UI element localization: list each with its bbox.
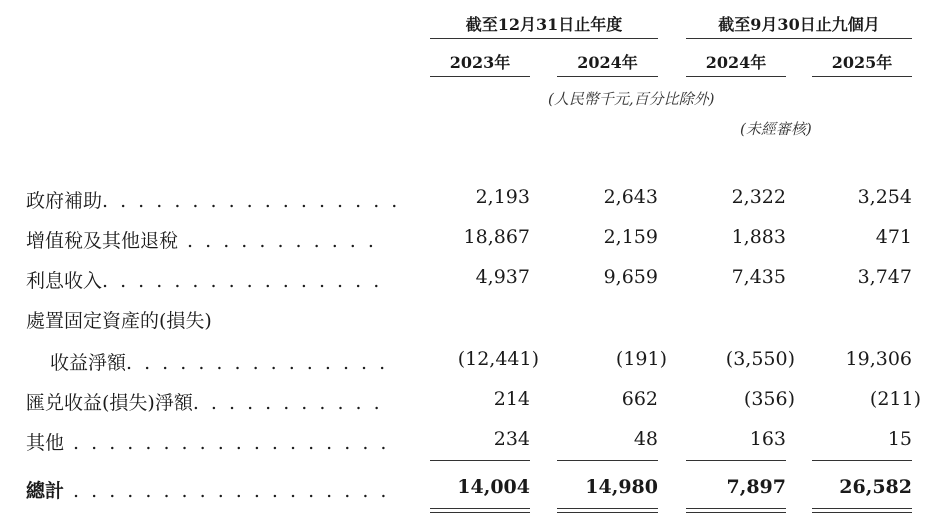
cell-value: 2,159 — [603, 226, 658, 248]
cell-value: (356) — [743, 388, 795, 410]
total-top-rule — [686, 460, 786, 461]
total-value: 14,004 — [457, 476, 530, 498]
year-header-1: 2023年 — [449, 53, 511, 72]
year-header-rule-1 — [430, 76, 530, 77]
row-label-fx-gains: 匯兑收益(損失)淨額. . . . . . . . . . . — [26, 392, 383, 414]
cell-value: 662 — [621, 388, 658, 410]
cell-value: 234 — [493, 428, 530, 450]
cell-value: 4,937 — [475, 266, 530, 288]
row-label-interest-income: 利息收入. . . . . . . . . . . . . . . . — [26, 270, 383, 292]
currency-note: (人民幣千元,百分比除外) — [548, 90, 715, 108]
cell-value: 18,867 — [463, 226, 530, 248]
total-double-rule — [557, 508, 658, 513]
total-value: 14,980 — [585, 476, 658, 498]
cell-value: 7,435 — [731, 266, 786, 288]
row-label-government-grants: 政府補助. . . . . . . . . . . . . . . . . — [26, 190, 401, 212]
cell-value: 48 — [633, 428, 658, 450]
cell-value: 471 — [875, 226, 912, 248]
total-top-rule — [430, 460, 530, 461]
total-top-rule — [812, 460, 912, 461]
unaudited-note: (未經審核) — [740, 120, 812, 138]
row-label-total: 總計 . . . . . . . . . . . . . . . . . . — [26, 480, 390, 502]
row-label-net-gains: 收益淨額. . . . . . . . . . . . . . . — [50, 352, 389, 374]
header-group-full-year: 截至12月31日止年度 — [465, 15, 623, 34]
cell-value: 163 — [749, 428, 786, 450]
year-header-4: 2025年 — [831, 53, 893, 72]
row-label-others: 其他 . . . . . . . . . . . . . . . . . . — [26, 432, 390, 454]
header-group-nine-months-rule — [686, 38, 912, 39]
row-label-vat-refunds: 增值稅及其他退稅 . . . . . . . . . . . — [26, 230, 377, 252]
total-double-rule — [430, 508, 530, 513]
cell-value: (3,550) — [725, 348, 795, 370]
cell-value: (191) — [615, 348, 667, 370]
header-group-nine-months: 截至9月30日止九個月 — [718, 15, 880, 34]
year-header-rule-2 — [557, 76, 658, 77]
total-double-rule — [812, 508, 912, 513]
year-header-rule-3 — [686, 76, 786, 77]
total-value: 26,582 — [839, 476, 912, 498]
cell-value: 3,747 — [857, 266, 912, 288]
year-header-rule-4 — [812, 76, 912, 77]
cell-value: 3,254 — [857, 186, 912, 208]
cell-value: 19,306 — [845, 348, 912, 370]
cell-value: 1,883 — [731, 226, 786, 248]
cell-value: 2,322 — [731, 186, 786, 208]
cell-value: (12,441) — [457, 348, 539, 370]
header-group-full-year-rule — [430, 38, 658, 39]
cell-value: 9,659 — [603, 266, 658, 288]
cell-value: 214 — [493, 388, 530, 410]
cell-value: (211) — [869, 388, 921, 410]
total-value: 7,897 — [726, 476, 786, 498]
cell-value: 15 — [887, 428, 912, 450]
cell-value: 2,193 — [475, 186, 530, 208]
total-top-rule — [557, 460, 658, 461]
total-double-rule — [686, 508, 786, 513]
year-header-2: 2024年 — [577, 53, 638, 72]
cell-value: 2,643 — [603, 186, 658, 208]
row-label-disposal-loss: 處置固定資產的(損失) — [26, 310, 212, 332]
year-header-3: 2024年 — [705, 53, 767, 72]
